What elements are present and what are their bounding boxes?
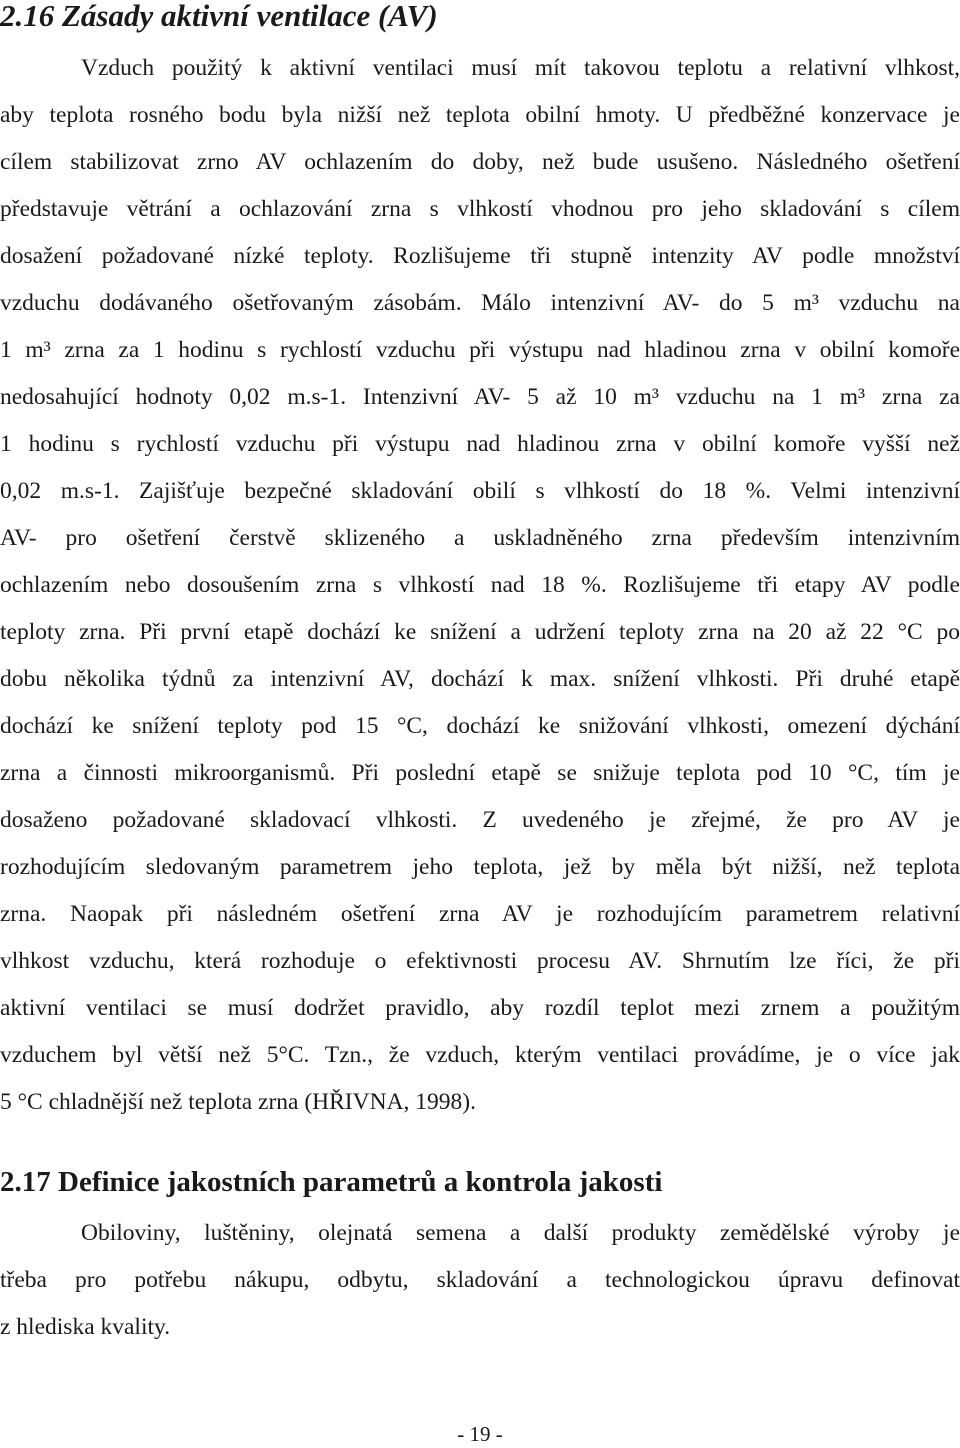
- paragraph-line: vzduchu dodávaného ošetřovaným zásobám. Málo intenzivní AV- do 5 m³ vzduchu na: [0, 290, 960, 316]
- section-heading: 2.16 Zásady aktivní ventilace (AV): [0, 0, 438, 33]
- section-heading: 2.17 Definice jakostních parametrů a kontrola jakosti: [0, 1166, 663, 1198]
- paragraph-line: zrna a činnosti mikroorganismů. Při poslední etapě se snižuje teplota pod 10 °C, tím je: [0, 760, 960, 786]
- paragraph-line: rozhodujícím sledovaným parametrem jeho teplota, jež by měla být nižší, než teplota: [0, 854, 960, 880]
- paragraph-line: vlhkost vzduchu, která rozhoduje o efektivnosti procesu AV. Shrnutím lze říci, že při: [0, 948, 960, 974]
- paragraph-line: Obiloviny, luštěniny, olejnatá semena a další produkty zemědělské výroby je: [81, 1220, 960, 1246]
- paragraph-line: zrna. Naopak při následném ošetření zrna AV je rozhodujícím parametrem relativní: [0, 901, 960, 927]
- paragraph-line: třeba pro potřebu nákupu, odbytu, skladování a technologickou úpravu definovat: [0, 1267, 960, 1293]
- paragraph-line: 1 m³ zrna za 1 hodinu s rychlostí vzduchu při výstupu nad hladinou zrna v obilní komoře: [0, 337, 960, 363]
- paragraph-line: představuje větrání a ochlazování zrna s vlhkostí vhodnou pro jeho skladování s cílem: [0, 196, 960, 222]
- paragraph-line: dosažení požadované nízké teploty. Rozlišujeme tři stupně intenzity AV podle množství: [0, 243, 960, 269]
- paragraph-line: vzduchem byl větší než 5°C. Tzn., že vzduch, kterým ventilaci provádíme, je o více jak: [0, 1042, 960, 1068]
- paragraph-line: 0,02 m.s-1. Zajišťuje bezpečné skladování obilí s vlhkostí do 18 %. Velmi intenzivní: [0, 478, 960, 504]
- paragraph-line: AV- pro ošetření čerstvě sklizeného a uskladněného zrna především intenzivním: [0, 525, 960, 551]
- paragraph-line: aktivní ventilaci se musí dodržet pravidlo, aby rozdíl teplot mezi zrnem a použitým: [0, 995, 960, 1021]
- paragraph-line: teploty zrna. Při první etapě dochází ke snížení a udržení teploty zrna na 20 až 22 °C po: [0, 619, 960, 645]
- paragraph-line: nedosahující hodnoty 0,02 m.s-1. Intenzivní AV- 5 až 10 m³ vzduchu na 1 m³ zrna za: [0, 384, 960, 410]
- paragraph-line: cílem stabilizovat zrno AV ochlazením do doby, než bude usušeno. Následného ošetření: [0, 149, 960, 175]
- paragraph-line: dochází ke snížení teploty pod 15 °C, dochází ke snižování vlhkosti, omezení dýchání: [0, 713, 960, 739]
- paragraph-line: aby teplota rosného bodu byla nižší než teplota obilní hmoty. U předběžné konzervace je: [0, 102, 960, 128]
- paragraph-line: dobu několika týdnů za intenzivní AV, dochází k max. snížení vlhkosti. Při druhé etapě: [0, 666, 960, 692]
- paragraph-line: 1 hodinu s rychlostí vzduchu při výstupu nad hladinou zrna v obilní komoře vyšší než: [0, 431, 960, 457]
- paragraph-line: ochlazením nebo dosoušením zrna s vlhkostí nad 18 %. Rozlišujeme tři etapy AV podle: [0, 572, 960, 598]
- paragraph-line: Vzduch použitý k aktivní ventilaci musí mít takovou teplotu a relativní vlhkost,: [81, 55, 960, 81]
- paragraph-line: dosaženo požadované skladovací vlhkosti. Z uvedeného je zřejmé, že pro AV je: [0, 807, 960, 833]
- paragraph-line: 5 °C chladnější než teplota zrna (HŘIVNA, 1998).: [0, 1089, 477, 1115]
- page-number: - 19 -: [457, 1422, 503, 1446]
- paragraph-line: z hlediska kvality.: [0, 1314, 171, 1340]
